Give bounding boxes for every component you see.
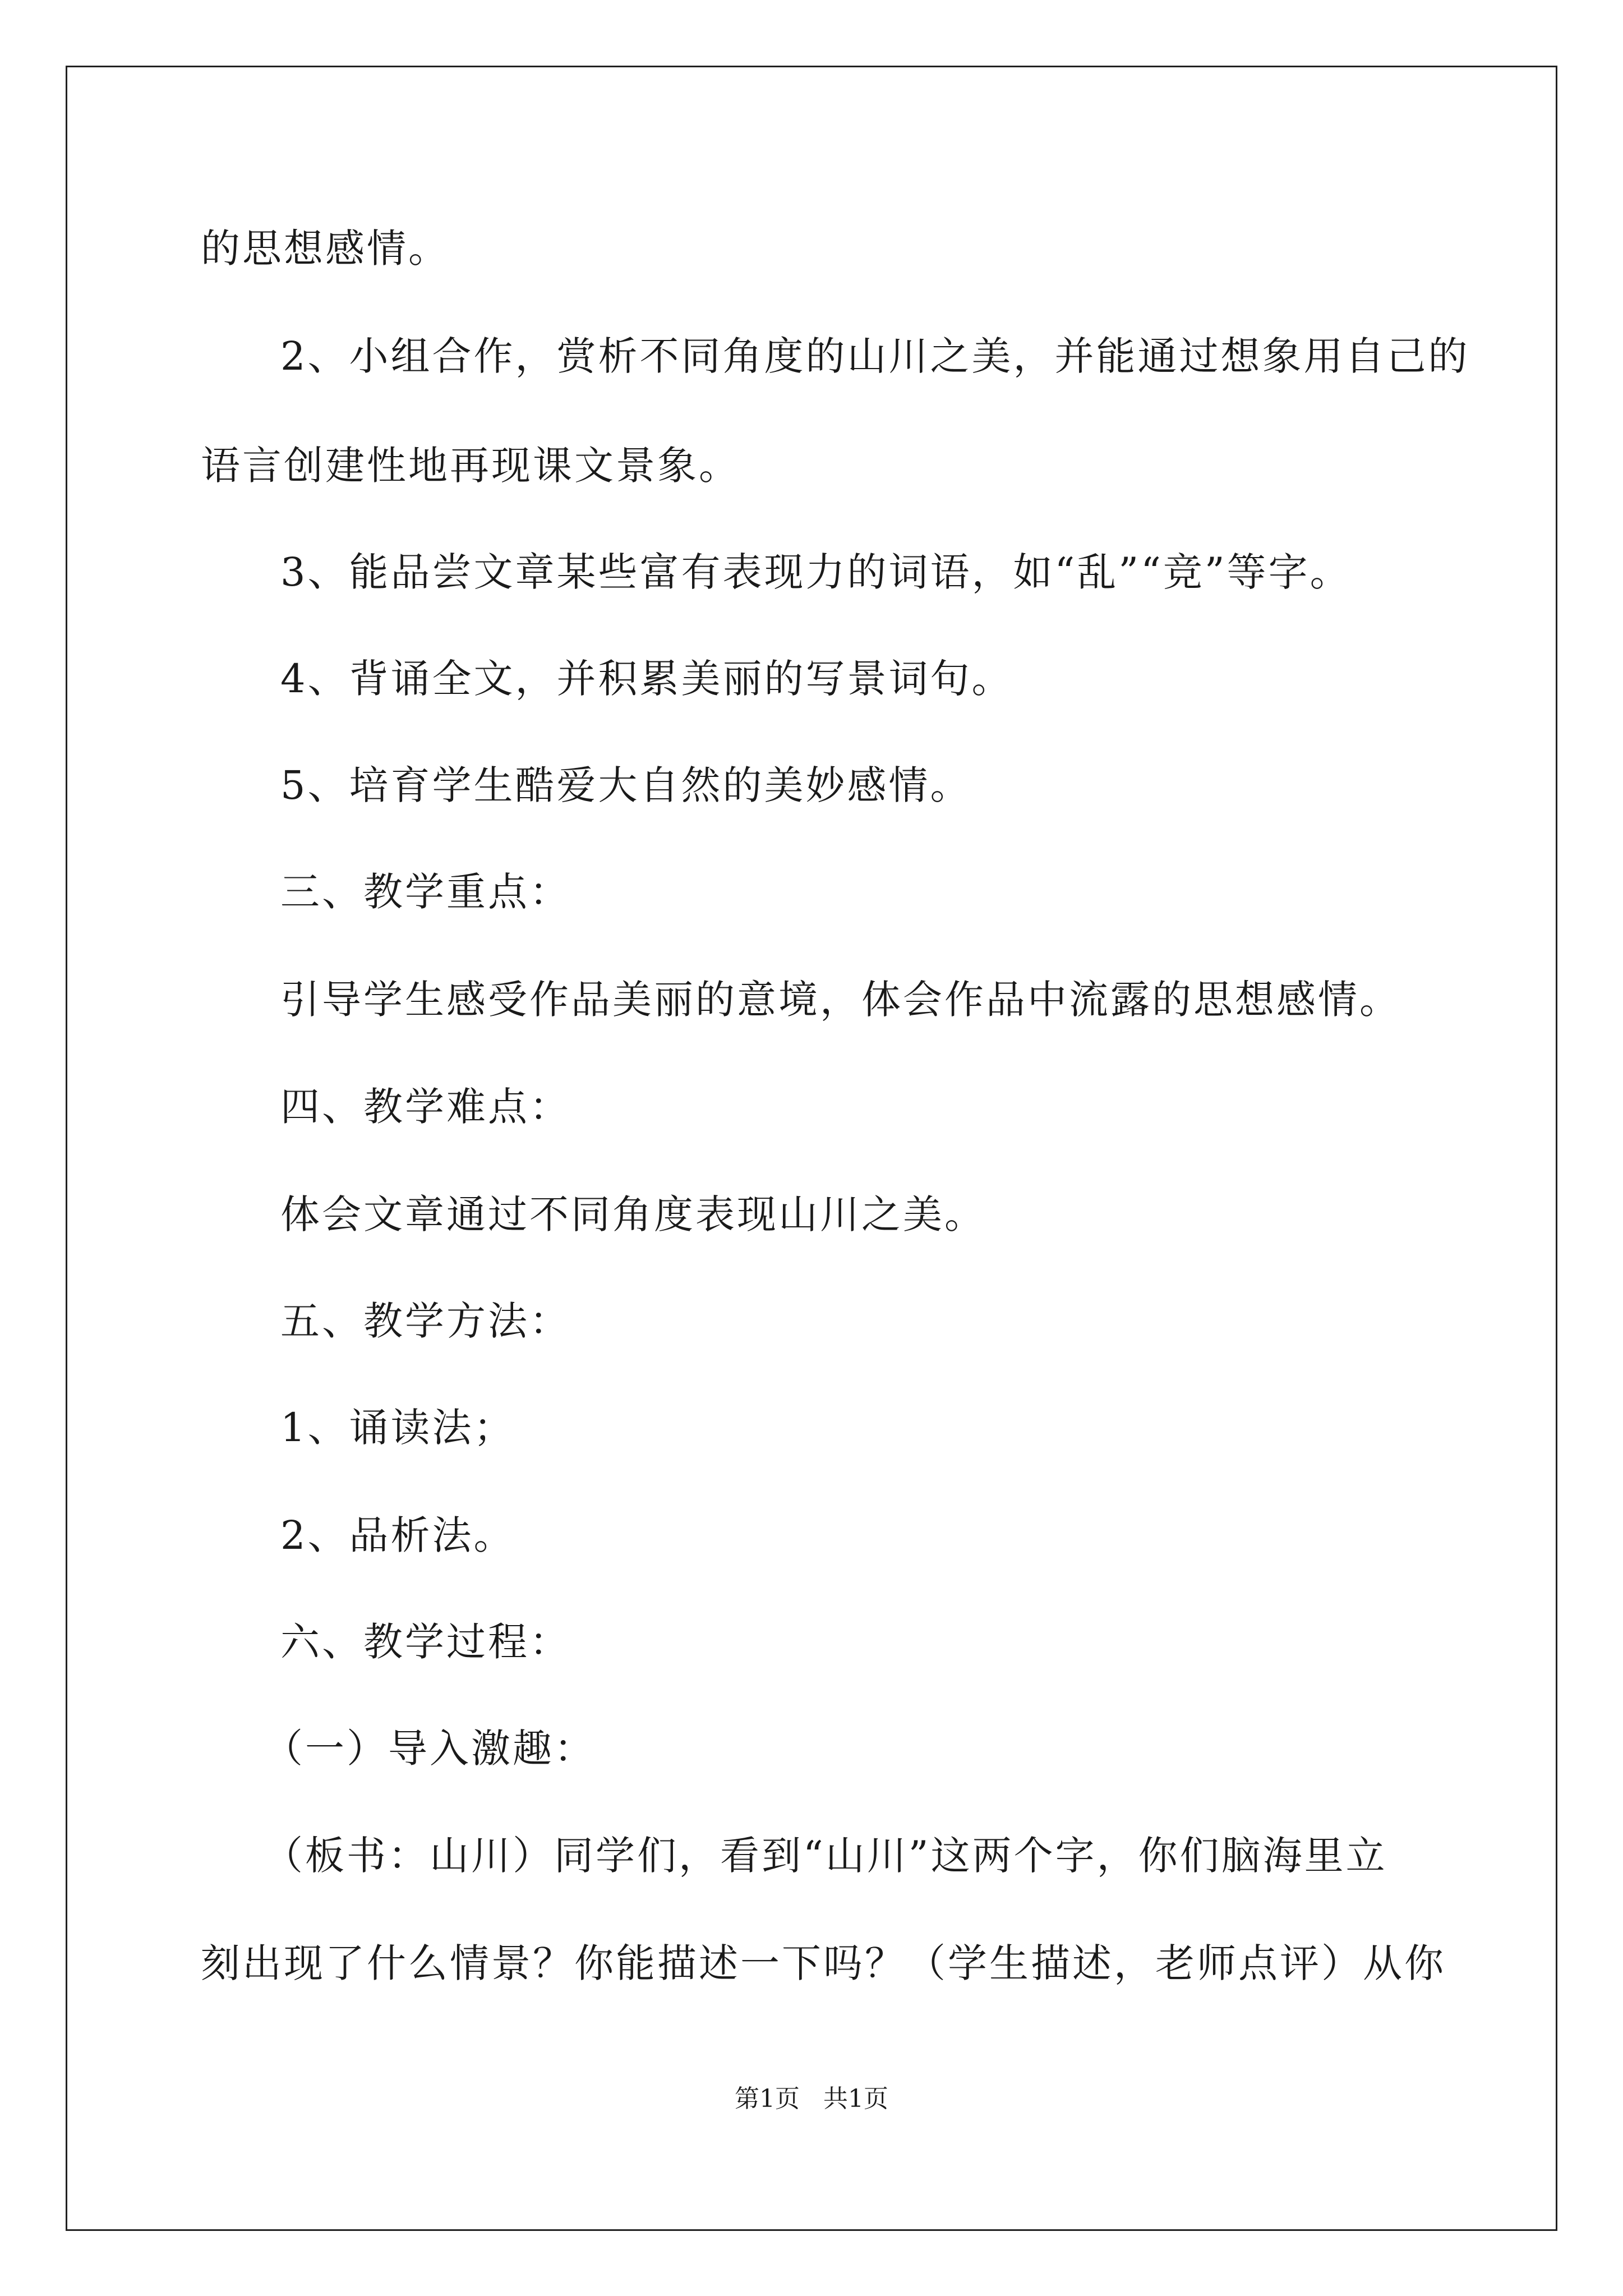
text-line-10: 体会文章通过不同角度表现山川之美。: [280, 1191, 986, 1237]
section-heading-key-points: 三、教学重点：: [280, 869, 571, 915]
section-heading-difficulties: 四、教学难点：: [280, 1084, 571, 1130]
text-line-16: （板书：山川）同学们，看到“山川”这两个字，你们脑海里立: [264, 1833, 1387, 1879]
subsection-heading-intro: （一）导入激趣：: [264, 1726, 596, 1772]
page-border: [66, 66, 1557, 2231]
text-line-4: 3、能品尝文章某些富有表现力的词语，如“乱”“竞”等字。: [280, 549, 1352, 595]
text-line-12: 1、诵读法；: [280, 1405, 515, 1451]
section-heading-methods: 五、教学方法：: [280, 1298, 571, 1344]
section-heading-process: 六、教学过程：: [280, 1619, 571, 1665]
text-line-5: 4、背诵全文，并积累美丽的写景词句。: [280, 656, 1013, 702]
text-line-6: 5、培育学生酷爱大自然的美妙感情。: [280, 762, 972, 808]
text-line-2: 2、小组合作，赏析不同角度的山川之美，并能通过想象用自己的: [280, 333, 1470, 379]
text-line-13: 2、品析法。: [280, 1512, 515, 1558]
text-line-8: 引导学生感受作品美丽的意境，体会作品中流露的思想感情。: [280, 977, 1401, 1023]
text-line-1: 的思想感情。: [201, 226, 450, 272]
text-line-17: 刻出现了什么情景？你能描述一下吗？（学生描述，老师点评）从你: [201, 1940, 1446, 1986]
page-footer: 第1页 共1页: [735, 2085, 888, 2113]
text-line-3: 语言创建性地再现课文景象。: [201, 443, 740, 489]
